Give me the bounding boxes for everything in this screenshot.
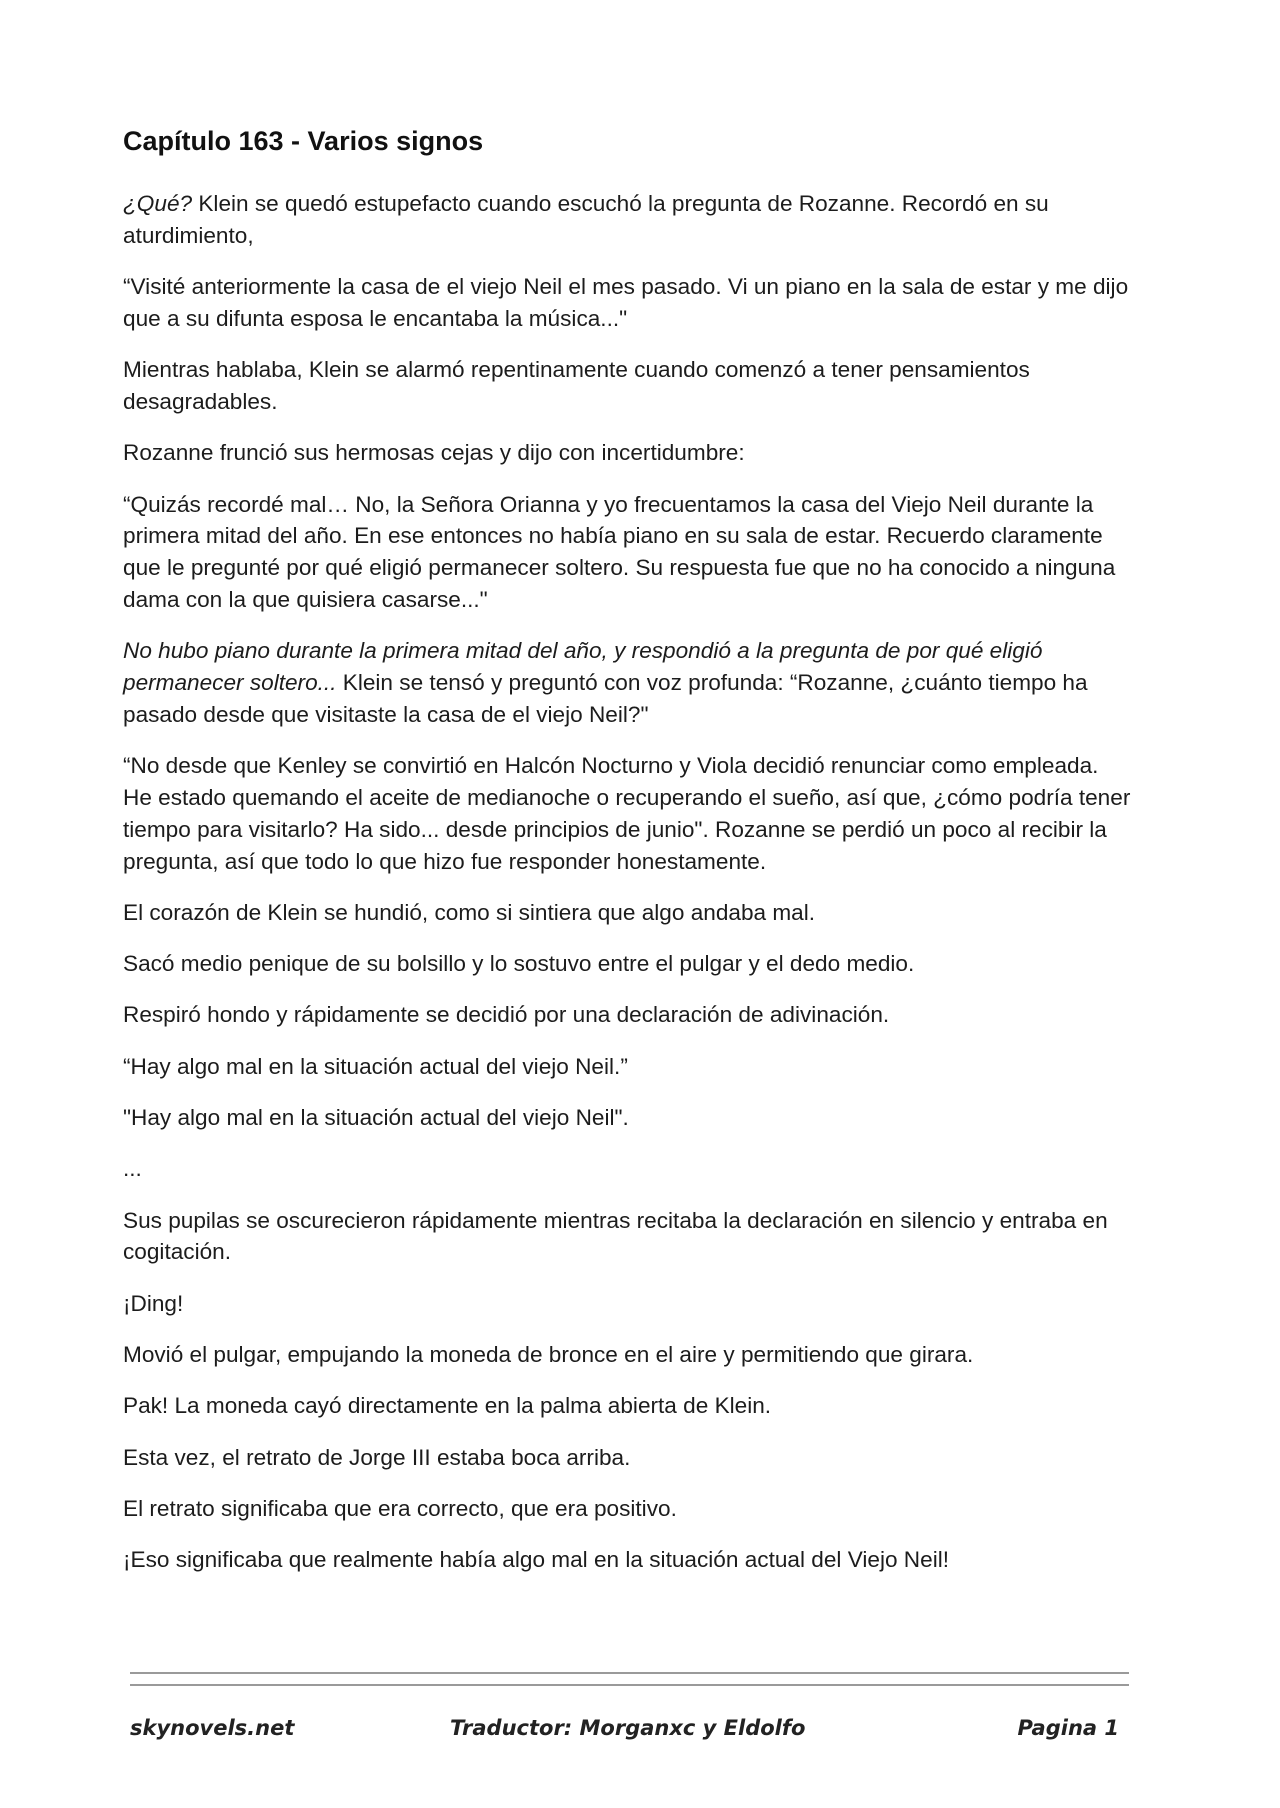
footer-divider [130, 1684, 1129, 1686]
paragraph-text: Klein se tensó y preguntó con voz profunda: “Rozanne, ¿cuánto tiempo ha pasado desde que visitaste la casa de el viejo Neil?" [123, 670, 1088, 727]
paragraph-text: Sacó medio penique de su bolsillo y lo sostuvo entre el pulgar y el dedo medio. [123, 951, 915, 977]
paragraph [123, 750, 1133, 877]
paragraph-text: “Quizás recordé mal… No, la Señora Orianna y yo frecuentamos la casa del Viejo Neil durante la primera mitad del año. En ese entonces no había piano en su sala de estar. Recuerdo claramente que le pregunté por qué eligió permanecer soltero. Su respuesta fue que no ha conocido a ninguna dama con la que quisiera casarse..." [123, 491, 1116, 612]
paragraph-text: Rozanne frunció sus hermosas cejas y dijo con incertidumbre: [123, 440, 745, 466]
paragraph-text: Pak! La moneda cayó directamente en la palma abierta de Klein. [123, 1393, 772, 1419]
paragraph [123, 1153, 1133, 1185]
paragraph-text: Movió el pulgar, empujando la moneda de bronce en el aire y permitiendo que girara. [123, 1342, 974, 1368]
paragraph-text: Sus pupilas se oscurecieron rápidamente mientras recitaba la declaración en silencio y entraba en cogitación. [123, 1207, 1108, 1265]
paragraph [123, 1102, 1133, 1134]
paragraph-italic: ¿Qué? [123, 191, 193, 216]
paragraph-text: ¡Eso significaba que realmente había algo mal en la situación actual del Viejo Neil! [123, 1547, 950, 1573]
paragraph-text: ¡Ding! [123, 1290, 184, 1316]
paragraph-text: Mientras hablaba, Klein se alarmó repentinamente cuando comenzó a tener pensamientos desagradables. [123, 357, 1030, 414]
footer-page-number: Pagina 1 [1017, 1716, 1119, 1740]
paragraph-text: “Hay algo mal en la situación actual del viejo Neil.” [123, 1053, 628, 1079]
chapter-body [123, 188, 1133, 1596]
paragraph [123, 1544, 1133, 1576]
paragraph-text: Klein se quedó estupefacto cuando escuchó la pregunta de Rozanne. Recordó en su aturdimiento, [123, 191, 1049, 248]
paragraph-text: “No desde que Kenley se convirtió en Halcón Nocturno y Viola decidió renunciar como empleada. He estado quemando el aceite de medianoche o recuperando el sueño, así que, ¿cómo podría tener tiempo para visitarlo? Ha sido... desde principios de junio". Rozanne se perdió un poco al recibir la pregunta, así que todo lo que hizo fue responder honestamente. [123, 753, 1131, 874]
paragraph-text: “Visité anteriormente la casa de el viejo Neil el mes pasado. Vi un piano en la sala de estar y me dijo que a su difunta esposa le encantaba la música..." [123, 274, 1129, 331]
paragraph [123, 271, 1133, 335]
footer-site: skynovels.net [130, 1716, 295, 1740]
footer-divider [130, 1672, 1129, 1674]
paragraph-text: "Hay algo mal en la situación actual del viejo Neil". [123, 1105, 629, 1131]
paragraph-text: Esta vez, el retrato de Jorge III estaba boca arriba. [123, 1444, 631, 1470]
paragraph-italic: No hubo piano durante la primera mitad del año, y respondió a la pregunta de por qué eligió permanecer soltero... [123, 638, 1043, 696]
paragraph [123, 948, 1133, 980]
paragraph-text: El corazón de Klein se hundió, como si sintiera que algo andaba mal. [123, 899, 816, 925]
paragraph-text: Respiró hondo y rápidamente se decidió por una declaración de adivinación. [123, 1002, 890, 1028]
paragraph-text: El retrato significaba que era correcto, que era positivo. [123, 1495, 677, 1521]
paragraph [123, 999, 1133, 1031]
paragraph [123, 354, 1133, 418]
paragraph [123, 489, 1133, 616]
paragraph [123, 1205, 1133, 1269]
paragraph [123, 1339, 1133, 1371]
paragraph [123, 1288, 1133, 1320]
paragraph [123, 188, 1133, 252]
paragraph [123, 635, 1133, 730]
paragraph [123, 897, 1133, 929]
paragraph [123, 1051, 1133, 1083]
footer-translator: Traductor: Morganxc y Eldolfo [450, 1716, 806, 1740]
paragraph-text: ... [123, 1156, 142, 1182]
paragraph [123, 1442, 1133, 1474]
paragraph [123, 437, 1133, 469]
paragraph [123, 1390, 1133, 1422]
page-footer [130, 1716, 1129, 1750]
paragraph [123, 1493, 1133, 1525]
chapter-title: Capítulo 163 - Varios signos [123, 126, 484, 156]
